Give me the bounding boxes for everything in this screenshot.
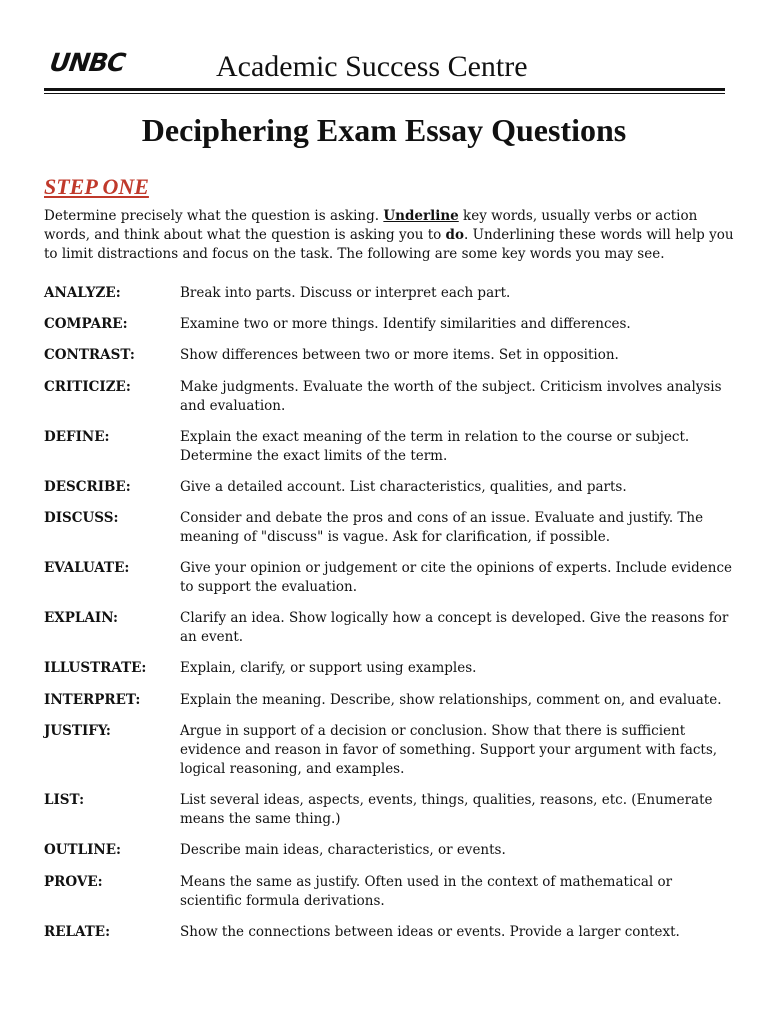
term-definition: List several ideas, aspects, events, things, qualities, reasons, etc. (Enumerate means the same thing.) [180,792,713,827]
term-definition: Explain the meaning. Describe, show relationships, comment on, and evaluate. [180,692,722,708]
term-definition: Explain, clarify, or support using examples. [180,660,477,676]
term-definition: Consider and debate the pros and cons of an issue. Evaluate and justify. The meaning of "discuss" is vague. Ask for clarification, if possible. [180,510,704,545]
term-row [44,478,734,497]
unbc-logo: UNBC [47,48,127,77]
term-word: DEFINE: [44,429,110,445]
term-definition: Means the same as justify. Often used in the context of mathematical or scientific formula derivations. [180,874,673,909]
term-row [44,346,734,365]
term-row [44,873,734,911]
term-row [44,722,734,779]
term-definition: Describe main ideas, characteristics, or events. [180,842,506,858]
term-definition: Make judgments. Evaluate the worth of the subject. Criticism involves analysis and evaluation. [180,379,722,414]
term-definition: Examine two or more things. Identify similarities and differences. [180,316,631,332]
term-word: COMPARE: [44,316,128,332]
term-row [44,428,734,466]
term-word: CONTRAST: [44,347,135,363]
intro-paragraph [44,207,734,264]
intro-underline-word: Underline [383,208,459,224]
term-definition: Give a detailed account. List characteristics, qualities, and parts. [180,479,627,495]
page-title: Deciphering Exam Essay Questions [141,112,627,148]
intro-do-word: do [445,227,464,243]
term-word: ANALYZE: [44,285,121,301]
term-word: JUSTIFY: [44,723,111,739]
term-word: PROVE: [44,874,103,890]
term-definition: Break into parts. Discuss or interpret each part. [180,285,511,301]
term-word: INTERPRET: [44,692,141,708]
term-definition: Show the connections between ideas or events. Provide a larger context. [180,924,680,940]
term-row [44,284,734,303]
key-words-list [44,284,734,942]
term-word: EVALUATE: [44,560,130,576]
term-row [44,559,734,597]
term-row [44,609,734,647]
term-word: ILLUSTRATE: [44,660,147,676]
term-row [44,509,734,547]
intro-text-1: Determine precisely what the question is asking. [44,208,384,224]
term-word: DESCRIBE: [44,479,131,495]
term-row [44,691,734,710]
term-row [44,923,734,942]
term-word: DISCUSS: [44,510,119,526]
term-word: RELATE: [44,924,111,940]
term-word: EXPLAIN: [44,610,119,626]
step-heading: STEP ONE [44,174,149,199]
term-row [44,659,734,678]
header-rule [44,88,725,94]
term-definition: Explain the exact meaning of the term in relation to the course or subject. Determine the exact limits of the term. [180,429,690,464]
term-row [44,791,734,829]
term-word: LIST: [44,792,85,808]
term-word: OUTLINE: [44,842,121,858]
term-definition: Argue in support of a decision or conclusion. Show that there is sufficient evidence and reason in favor of something. Support your argument with facts, logical reasoning, and examples. [180,723,718,777]
term-word: CRITICIZE: [44,379,131,395]
centre-name: Academic Success Centre [216,50,528,83]
term-definition: Give your opinion or judgement or cite the opinions of experts. Include evidence to support the evaluation. [180,560,733,595]
term-definition: Show differences between two or more items. Set in opposition. [180,347,619,363]
term-row [44,315,734,334]
term-row [44,841,734,860]
term-row [44,378,734,416]
intro-text-3: . Underlining these words will help you to limit distractions and focus on the task. The following are some key words you may see. [44,227,734,262]
term-definition: Clarify an idea. Show logically how a concept is developed. Give the reasons for an event. [180,610,729,645]
intro-text-2: key words, usually verbs or action words, and think about what the question is asking you to [44,208,698,243]
